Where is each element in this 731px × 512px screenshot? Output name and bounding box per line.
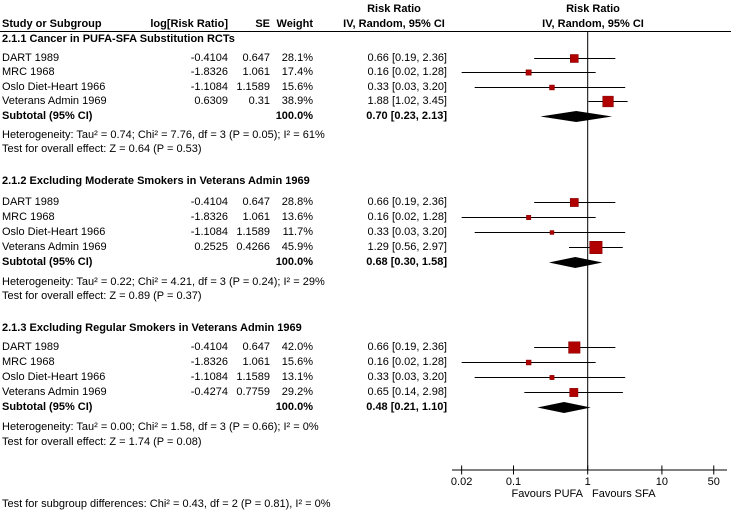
effect-square <box>526 70 531 75</box>
study-name: Oslo Diet-Heart 1966 <box>2 226 106 238</box>
weight-value: 45.9% <box>281 241 313 253</box>
x-axis-tick-label: 1 <box>584 476 591 488</box>
study-name: MRC 1968 <box>2 356 55 368</box>
ci-value: 0.16 [0.02, 1.28] <box>367 356 447 368</box>
se-value: 0.4266 <box>236 241 270 253</box>
effect-square <box>590 241 602 253</box>
weight-value: 28.8% <box>281 196 313 208</box>
log-rr-value: -1.1084 <box>190 371 228 383</box>
heterogeneity-note: Heterogeneity: Tau² = 0.22; Chi² = 4.21, df = 3 (P = 0.24); I² = 29% <box>2 275 325 288</box>
se-value: 1.1589 <box>236 80 270 93</box>
ci-value: 0.65 [0.14, 2.98] <box>367 386 447 398</box>
se-value: 0.647 <box>242 51 270 64</box>
x-axis-tick-label: 50 <box>707 476 720 488</box>
table-row <box>0 385 447 400</box>
study-name: Veterans Admin 1969 <box>2 386 107 398</box>
effect-square <box>570 54 578 62</box>
weight-value: 13.6% <box>281 211 313 223</box>
ci-value: 0.66 [0.19, 2.36] <box>367 51 447 64</box>
overall-effect-note: Test for overall effect: Z = 0.64 (P = 0.53) <box>2 143 202 155</box>
overall-effect-note: Test for overall effect: Z = 0.89 (P = 0.37) <box>2 290 202 302</box>
effect-square <box>526 215 530 219</box>
effect-square <box>603 96 614 107</box>
log-rr-value: -0.4104 <box>190 196 228 208</box>
log-rr-value: -0.4104 <box>190 51 228 64</box>
weight-value: 15.6% <box>281 80 313 93</box>
weight-value: 11.7% <box>282 226 313 238</box>
weight-value: 17.4% <box>281 66 313 78</box>
ci-value: 0.16 [0.02, 1.28] <box>367 211 447 223</box>
subtotal-label: Subtotal (95% CI) <box>2 256 93 268</box>
se-value: 0.647 <box>242 196 270 208</box>
subtotal-ci: 0.48 [0.21, 1.10] <box>366 401 447 413</box>
study-name: DART 1989 <box>2 341 60 353</box>
weight-value: 38.9% <box>281 95 313 107</box>
se-value: 1.061 <box>242 211 270 223</box>
subtotal-diamond <box>549 257 603 268</box>
x-axis-tick-label: 10 <box>655 476 669 488</box>
effect-square <box>570 388 578 396</box>
ci-value: 0.66 [0.19, 2.36] <box>367 341 447 353</box>
table-row <box>0 51 447 66</box>
ci-value: 0.33 [0.03, 3.20] <box>367 226 447 238</box>
table-row <box>0 340 447 355</box>
effect-square <box>550 231 554 235</box>
x-axis-tick-label: 0.02 <box>450 476 473 488</box>
log-rr-value: -1.8326 <box>190 211 228 223</box>
study-name: Oslo Diet-Heart 1966 <box>2 371 106 383</box>
weight-value: 15.6% <box>281 356 313 368</box>
se-value: 0.7759 <box>236 386 270 398</box>
subtotal-ci: 0.70 [0.23, 2.13] <box>366 110 447 122</box>
column-header-se: SE <box>255 18 270 30</box>
weight-value: 42.0% <box>281 341 313 353</box>
table-row <box>0 355 447 370</box>
x-axis-tick-label: 0.1 <box>505 476 522 488</box>
column-header-log-rr: log[Risk Ratio] <box>150 18 228 30</box>
subtotal-row <box>0 400 447 415</box>
ci-value: 0.33 [0.03, 3.20] <box>367 80 447 93</box>
study-name: DART 1989 <box>2 51 60 64</box>
table-row <box>0 210 447 225</box>
se-value: 0.31 <box>248 95 270 107</box>
subgroup-heading: 2.1.3 Excluding Regular Smokers in Veterans Admin 1969 <box>2 322 302 334</box>
plot-subtitle: IV, Random, 95% CI <box>542 18 644 30</box>
table-row <box>0 94 447 109</box>
study-name: MRC 1968 <box>2 211 55 223</box>
subtotal-diamond <box>537 402 590 413</box>
ci-value: 0.66 [0.19, 2.36] <box>367 196 447 208</box>
effect-square <box>569 342 581 354</box>
effect-column-title: Risk Ratio <box>367 3 421 15</box>
subtotal-weight: 100.0% <box>275 256 313 268</box>
subtotal-diamond <box>540 111 612 122</box>
log-rr-value: -1.1084 <box>190 80 228 93</box>
weight-value: 13.1% <box>281 371 313 383</box>
ci-value: 0.16 [0.02, 1.28] <box>367 66 447 78</box>
table-row <box>0 80 447 95</box>
column-header-effect: IV, Random, 95% CI <box>343 18 445 30</box>
subtotal-row <box>0 109 447 124</box>
favours-right-label: Favours SFA <box>592 488 656 500</box>
subtotal-weight: 100.0% <box>275 401 313 413</box>
ci-value: 1.88 [1.02, 3.45] <box>367 95 447 107</box>
ci-value: 0.33 [0.03, 3.20] <box>367 371 447 383</box>
log-rr-value: -1.8326 <box>190 356 228 368</box>
effect-square <box>570 198 578 206</box>
column-header-study: Study or Subgroup <box>2 18 102 30</box>
heterogeneity-note: Heterogeneity: Tau² = 0.74; Chi² = 7.76, df = 3 (P = 0.05); I² = 61% <box>2 128 325 141</box>
log-rr-value: -1.1084 <box>190 226 228 238</box>
log-rr-value: -1.8326 <box>190 66 228 78</box>
study-name: MRC 1968 <box>2 66 55 78</box>
subtotal-label: Subtotal (95% CI) <box>2 110 93 122</box>
log-rr-value: 0.6309 <box>194 95 228 107</box>
weight-value: 28.1% <box>281 51 313 64</box>
table-row <box>0 240 447 255</box>
se-value: 1.061 <box>242 356 270 368</box>
subtotal-label: Subtotal (95% CI) <box>2 401 93 413</box>
study-name: Oslo Diet-Heart 1966 <box>2 80 106 93</box>
column-header-weight: Weight <box>276 18 313 30</box>
log-rr-value: 0.2525 <box>194 241 228 253</box>
favours-left-label: Favours PUFA <box>511 488 583 500</box>
subgroup-heading: 2.1.1 Cancer in PUFA-SFA Substitution RCTs <box>2 32 235 45</box>
overall-effect-note: Test for overall effect: Z = 1.74 (P = 0.08) <box>2 436 202 448</box>
effect-square <box>550 85 555 90</box>
log-rr-value: -0.4274 <box>190 386 228 398</box>
se-value: 1.1589 <box>236 226 270 238</box>
table-row <box>0 225 447 240</box>
subgroup-difference-note: Test for subgroup differences: Chi² = 0.43, df = 2 (P = 0.81), I² = 0% <box>2 498 331 510</box>
heterogeneity-note: Heterogeneity: Tau² = 0.00; Chi² = 1.58, df = 3 (P = 0.66); I² = 0% <box>2 421 319 433</box>
subgroup-heading: 2.1.2 Excluding Moderate Smokers in Veterans Admin 1969 <box>2 175 310 187</box>
se-value: 1.061 <box>242 66 270 78</box>
study-name: Veterans Admin 1969 <box>2 95 107 107</box>
plot-title: Risk Ratio <box>566 3 620 15</box>
study-name: Veterans Admin 1969 <box>2 241 107 253</box>
se-value: 0.647 <box>242 341 270 353</box>
study-name: DART 1989 <box>2 196 60 208</box>
subtotal-weight: 100.0% <box>275 110 313 122</box>
subtotal-row <box>0 255 447 270</box>
log-rr-value: -0.4104 <box>190 341 228 353</box>
table-row <box>0 65 447 80</box>
effect-square <box>550 375 554 379</box>
table-row <box>0 195 447 210</box>
ci-value: 1.29 [0.56, 2.97] <box>367 241 447 253</box>
se-value: 1.1589 <box>236 371 270 383</box>
table-row <box>0 370 447 385</box>
weight-value: 29.2% <box>281 386 313 398</box>
subtotal-ci: 0.68 [0.30, 1.58] <box>366 256 447 268</box>
effect-square <box>526 360 531 365</box>
